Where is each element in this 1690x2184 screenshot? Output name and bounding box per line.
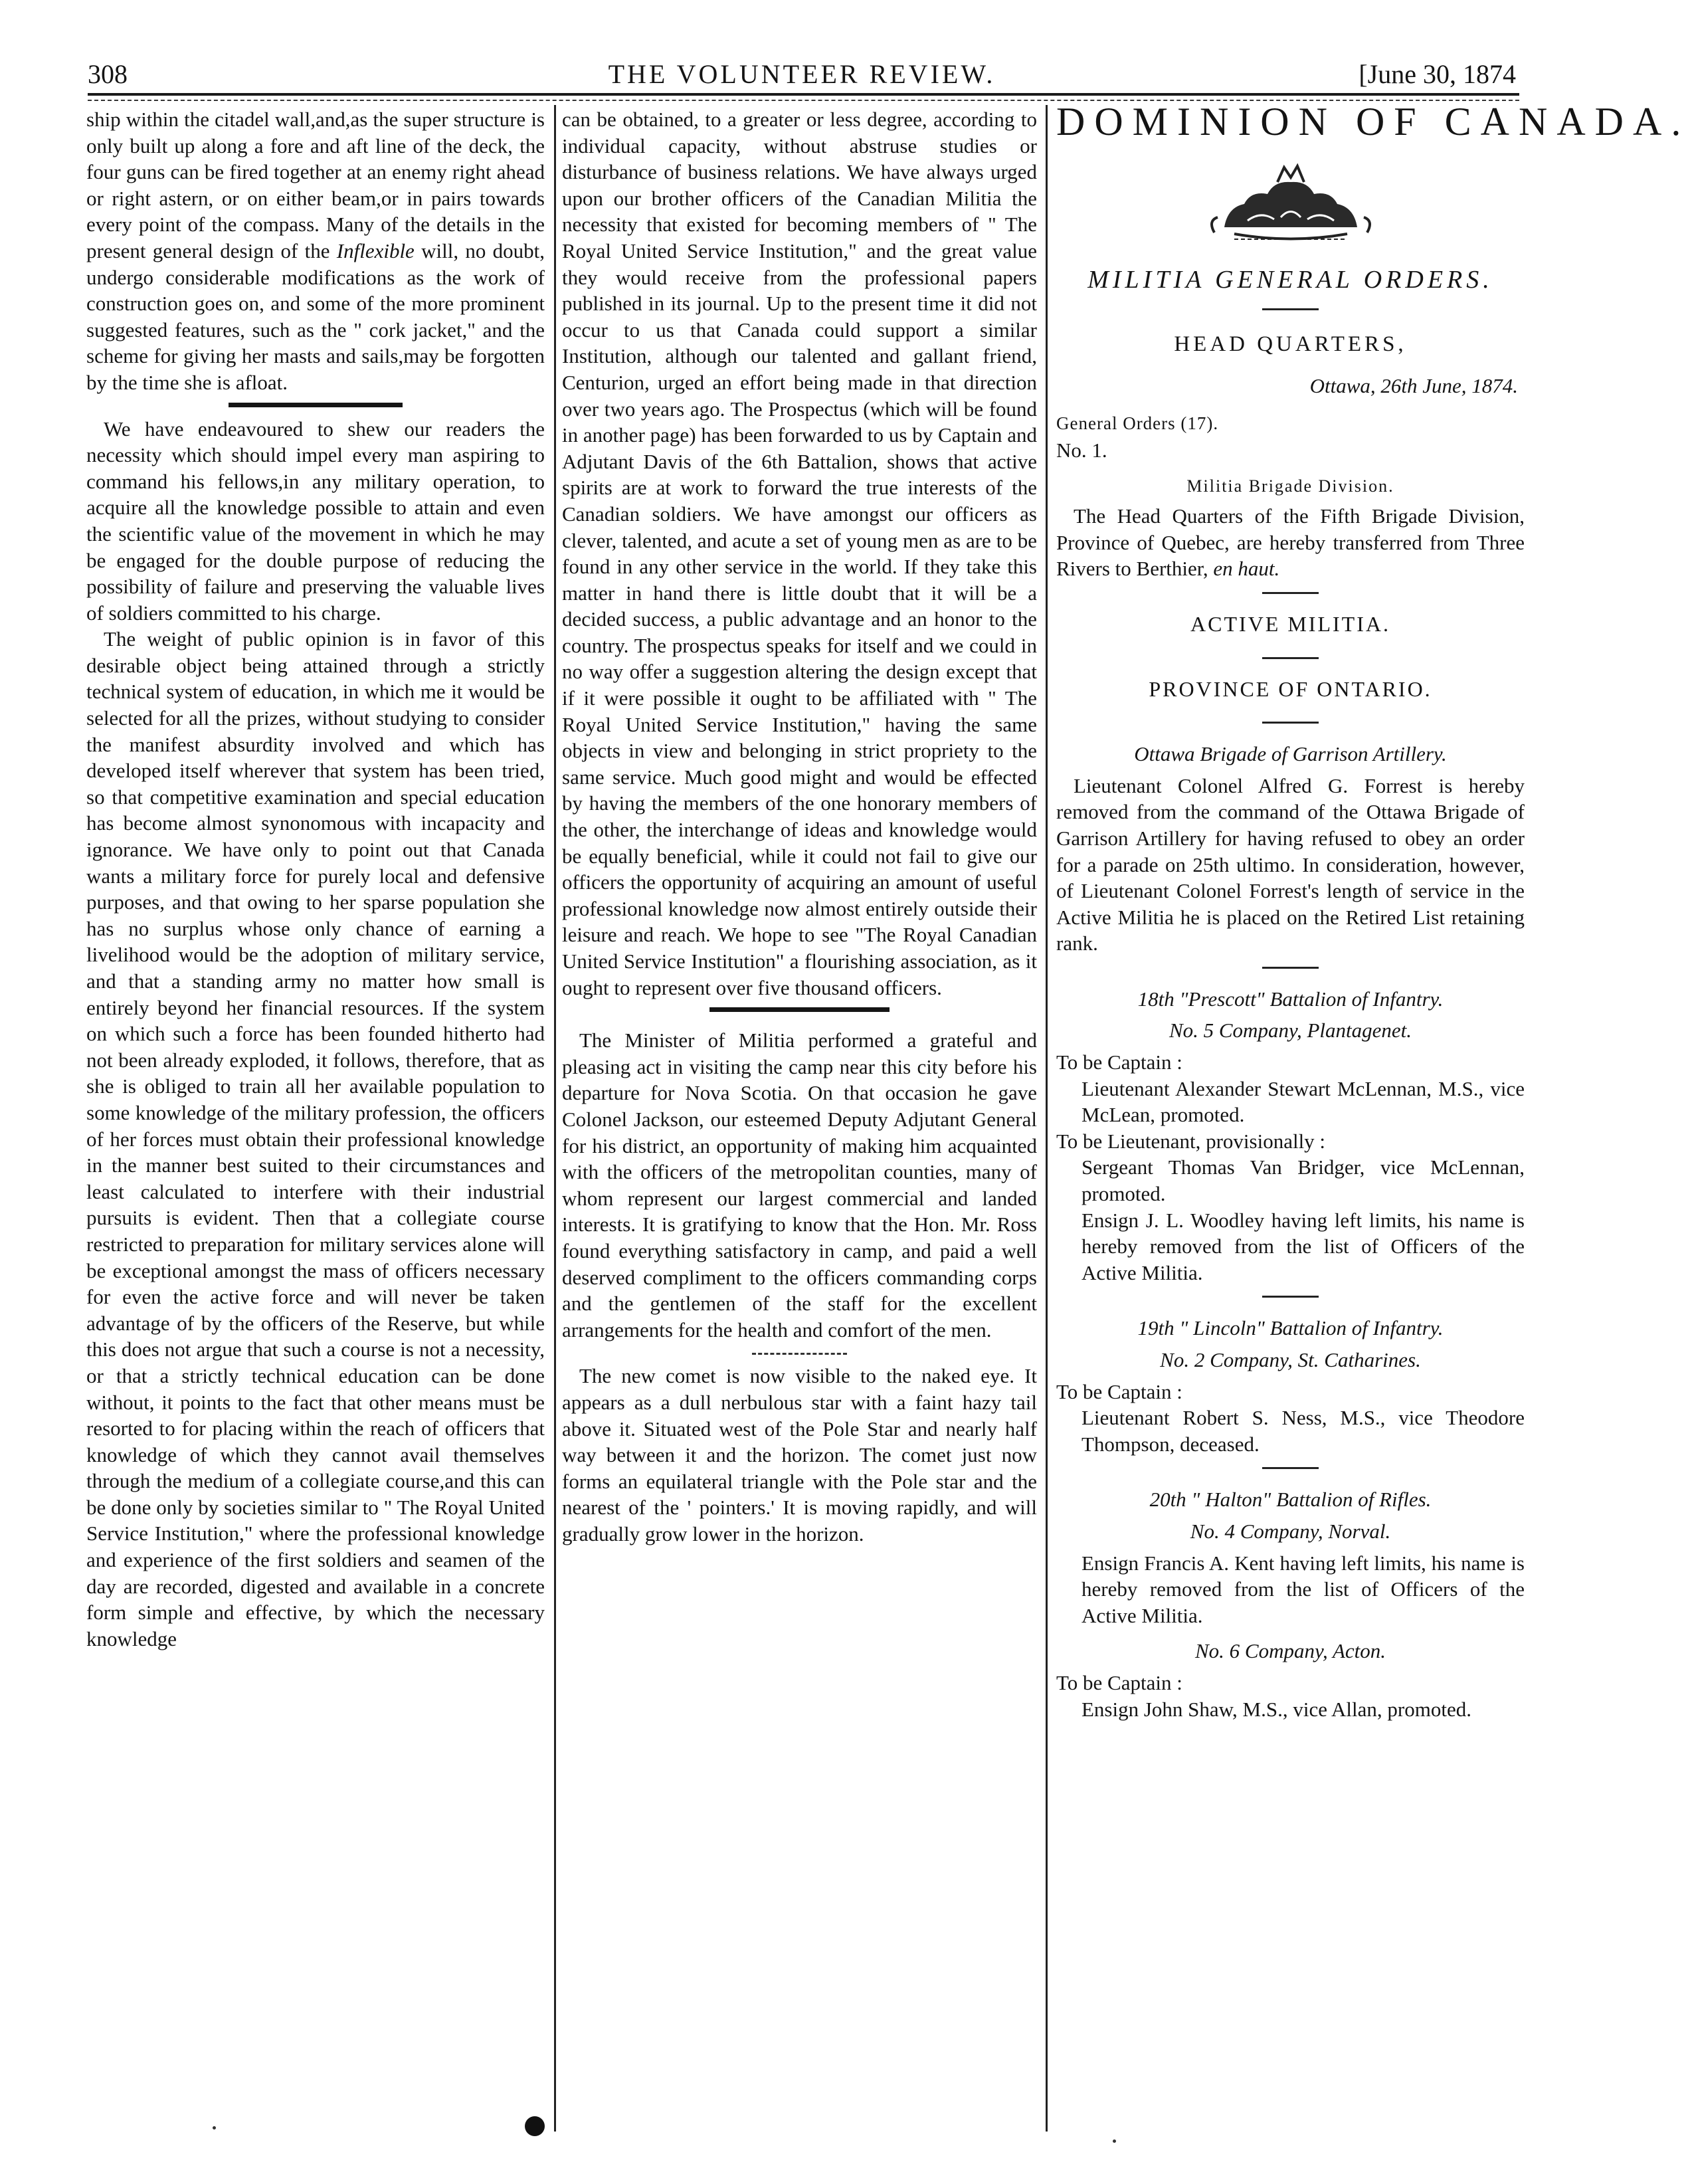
running-head xyxy=(88,58,1516,92)
to-be-captain-label: To be Captain : xyxy=(1056,1050,1182,1074)
active-militia-heading: ACTIVE MILITIA. xyxy=(1190,611,1390,636)
section-rule xyxy=(1056,957,1525,977)
section-rule xyxy=(1056,712,1525,732)
ink-speck xyxy=(213,2126,216,2130)
battalion-18-company: No. 5 Company, Plantagenet. xyxy=(1169,1019,1412,1042)
ness-appointment: Lieutenant Robert S. Ness, M.S., vice Theodore Thompson, deceased. xyxy=(1081,1406,1525,1456)
editorial-continuation: can be obtained, to a greater or less degree, according to individual capacity, without abstruse studies or disturbance of business relations. We have always urged upon our brother officers of the Canadian Militia the necessity that existed for becoming members of " The Royal United Service Institution," and the great value they would receive from the professional papers published in its journal. Up to the present time it did not occur to us that Canada could support a similar Institution, although our talented and gallant friend, Centurion, urged an effort being made in that direction over two years ago. The Prospectus (which will be found in another page) has been forwarded to us by Captain and Adjutant Davis of the 6th Battalion, shows that active spirits are at work to forward the true interests of the Canadian soldiers. We have amongst our officers as clever, talented, and acute a set of young men as are to be found in any other service in the world. If they take this matter in hand there is little doubt that it will be a decided success, a public advantage and an honor to the country. The prospectus speaks for itself and we could in no way offer a suggestion altering the design except that if it were possible it ought to be affiliated with " The Royal United Service Institution," having the same objects in view and belonging in strict propriety to the same service. Much good might and would be effected by having the members of the one honorary members of the other, the interchange of ideas and knowledge would be equally beneficial, while it could not fail to give our officers the opportunity of acquiring an amount of useful professional knowledge now almost entirely outside their leisure and reach. We hope to see "The Royal Canadian United Service Institution" a flourishing association, as it ought to represent over five thousand officers. xyxy=(562,108,1037,999)
to-be-captain-label: To be Captain : xyxy=(1056,1670,1182,1694)
ink-speck xyxy=(1113,2139,1116,2143)
woodley-removal: Ensign J. L. Woodley having left limits, his name is hereby removed from the list of Officers of the Active Militia. xyxy=(1081,1208,1525,1284)
section-rule xyxy=(1056,298,1525,318)
to-be-lieutenant-label: To be Lieutenant, provisionally : xyxy=(1056,1129,1326,1153)
shaw-appointment: Ensign John Shaw, M.S., vice Allan, promoted. xyxy=(1081,1697,1471,1721)
kent-removal: Ensign Francis A. Kent having left limits, his name is hereby removed from the list of Officers of the Active Militia. xyxy=(1081,1551,1525,1627)
forrest-order: Lieutenant Colonel Alfred G. Forrest is hereby removed from the command of the Ottawa Brigade of Garrison Artillery for having refused to obey an order for a parade on 25th ultimo. In consideration, however, of Lieutenant Colonel Forrest's length of service in the Active Militia he is placed on the Retired List retaining rank. xyxy=(1056,773,1525,955)
ship-name: Inflexible xyxy=(336,239,415,262)
ink-blot xyxy=(525,2116,545,2136)
page-number: 308 xyxy=(88,59,128,89)
issue-date: [June 30, 1874 xyxy=(1359,59,1516,89)
editorial-paragraph-2: The weight of public opinion is in favor of this desirable object being attained through a strictly technical system of education, in which me it would be selected for all the prizes, without studying to consider the manifest absurdity involved and which has developed itself wherever that system has been tried, so that competitive examination and special education has become almost synonomous with incapacity and ignorance. We have only to point out that Canada wants a military force for purely local and defensive purposes, and that owing to her sparse population she has no surplus whose only chance of earning a livelihood would be the adoption of military service, and that a standing army no matter how small is entirely beyond her financial resources. If the system on which such a force has been founded hitherto had not been already exploded, it follows, therefore, that as she is obliged to train all her available population to some knowledge of the military profession, the officers of her forces must obtain their professional knowledge in the manner best suited to their circumstances and least calculated to interfere with their industrial pursuits is evident. Then that a collegiate course restricted to preparation for military services alone will be exceptional amongst the mass of officers necessary for even the active force and will never be taken advantage of by the officers of the Reserve, but while this does not argue that such a course is not a necessity, or that a strictly technical education can be done without, it points to the fact that other means must be resorted to for placing within the reach of officers that knowledge of which they cannot avail themselves through the medium of a collegiate course,and this can be done only by societies similar to " The Royal United Service Institution," where the professional knowledge and experience of the first soldiers and seamen of the day are recorded, digested and available in a concrete form simple and effective, by which the necessary knowledge xyxy=(86,627,545,1650)
head-quarters-heading: HEAD QUARTERS, xyxy=(1174,332,1407,357)
column-1 xyxy=(86,106,545,1652)
header-rule xyxy=(88,93,1519,96)
general-orders-number: General Orders (17). xyxy=(1056,413,1219,434)
battalion-20-company-4: No. 4 Company, Norval. xyxy=(1190,1519,1391,1543)
editorial-paragraph-1: We have endeavoured to shew our readers the necessity which should impel every man aspiring to command his fellows,in any military operation, to acquire all the knowledge possible to attain and even the scientific value of the movement in which he may be engaged for the double purpose of reducing the possibility of failure and preserving the valuable lives of soldiers committed to his charge. xyxy=(86,417,545,625)
section-rule xyxy=(1056,1286,1525,1306)
brigade-order-body: The Head Quarters of the Fifth Brigade Division, Province of Quebec, are hereby transferred from Three Rivers to Berthier, xyxy=(1056,504,1525,581)
militia-brigade-division-heading: Militia Brigade Division. xyxy=(1186,476,1394,496)
dominion-heading: DOMINION OF CANADA. xyxy=(1056,100,1690,144)
column-3 xyxy=(1056,100,1690,1722)
dateline: Ottawa, 26th June, 1874. xyxy=(1309,373,1518,397)
article-1-text-rest: will, no doubt, undergo considerable modifications as the work of construction goes on, and some of the more prominent suggested features, such as the " cork jacket," and the scheme for giving her masts and sails,may be forgotten by the time she is afloat. xyxy=(86,239,545,394)
militia-general-orders-heading: MILITIA GENERAL ORDERS. xyxy=(1087,265,1493,294)
section-rule xyxy=(1056,582,1525,602)
section-rule xyxy=(1056,1457,1525,1477)
column-2 xyxy=(562,106,1037,1547)
comet-article: The new comet is now visible to the naked eye. It appears as a dull nerbulous star with a faint hazy tail above it. Situated west of the Pole Star and nearly half way between it and the horizon. The comet just now forms an equilateral triangle with the Pole star and the nearest of the ' pointers.' It is moving rapidly, and will gradually grow lower in the horizon. xyxy=(562,1364,1037,1545)
battalion-19-heading: 19th " Lincoln" Battalion of Infantry. xyxy=(1137,1316,1444,1340)
section-rule xyxy=(1056,647,1525,667)
crest-icon xyxy=(1188,154,1394,254)
article-separator xyxy=(562,1343,1037,1363)
brigade-order-text xyxy=(1056,503,1525,582)
battalion-18-heading: 18th "Prescott" Battalion of Infantry. xyxy=(1137,987,1444,1011)
column-divider-2 xyxy=(1046,105,1048,2132)
article-separator xyxy=(86,396,545,416)
battalion-19-company: No. 2 Company, St. Catharines. xyxy=(1160,1348,1421,1371)
battalion-20-heading: 20th " Halton" Battalion of Rifles. xyxy=(1149,1488,1432,1512)
publication-title: THE VOLUNTEER REVIEW. xyxy=(608,59,996,89)
article-1-text: ship within the citadel wall,and,as the super structure is only built up along a fore and aft line of the deck, the four guns can be fired together at an enemy right ahead or right astern, or on either beam,or in pairs towards every point of the compass. Many of the details in the present general design of the xyxy=(86,108,545,262)
ottawa-brigade-heading: Ottawa Brigade of Garrison Artillery. xyxy=(1134,742,1447,766)
column-divider-1 xyxy=(554,105,556,2132)
article-1-continuation xyxy=(86,106,545,396)
province-heading: PROVINCE OF ONTARIO. xyxy=(1149,676,1432,701)
battalion-20-company-6: No. 6 Company, Acton. xyxy=(1194,1639,1386,1663)
to-be-captain-label: To be Captain : xyxy=(1056,1379,1182,1403)
order-number: No. 1. xyxy=(1056,438,1107,462)
van-bridger-appointment: Sergeant Thomas Van Bridger, vice McLennan, promoted. xyxy=(1081,1155,1525,1206)
minister-article: The Minister of Militia performed a grateful and pleasing act in visiting the camp near this city before his departure for Nova Scotia. On that occasion he gave Colonel Jackson, our esteemed Deputy Adjutant General for his district, an opportunity of making him acquainted with the officers of the metropolitan counties, many of whom represent our largest commercial and landed interests. It is gratifying to know that the Hon. Mr. Ross found everything satisfactory in camp, and paid a well deserved compliment to the officers commanding corps and the gentlemen of the staff for the excellent arrangements for the health and comfort of the men. xyxy=(562,1029,1037,1341)
mclennan-appointment: Lieutenant Alexander Stewart McLennan, M.S., vice McLean, promoted. xyxy=(1081,1076,1525,1127)
article-separator xyxy=(562,1001,1037,1027)
brigade-order-place: en haut. xyxy=(1213,557,1280,581)
